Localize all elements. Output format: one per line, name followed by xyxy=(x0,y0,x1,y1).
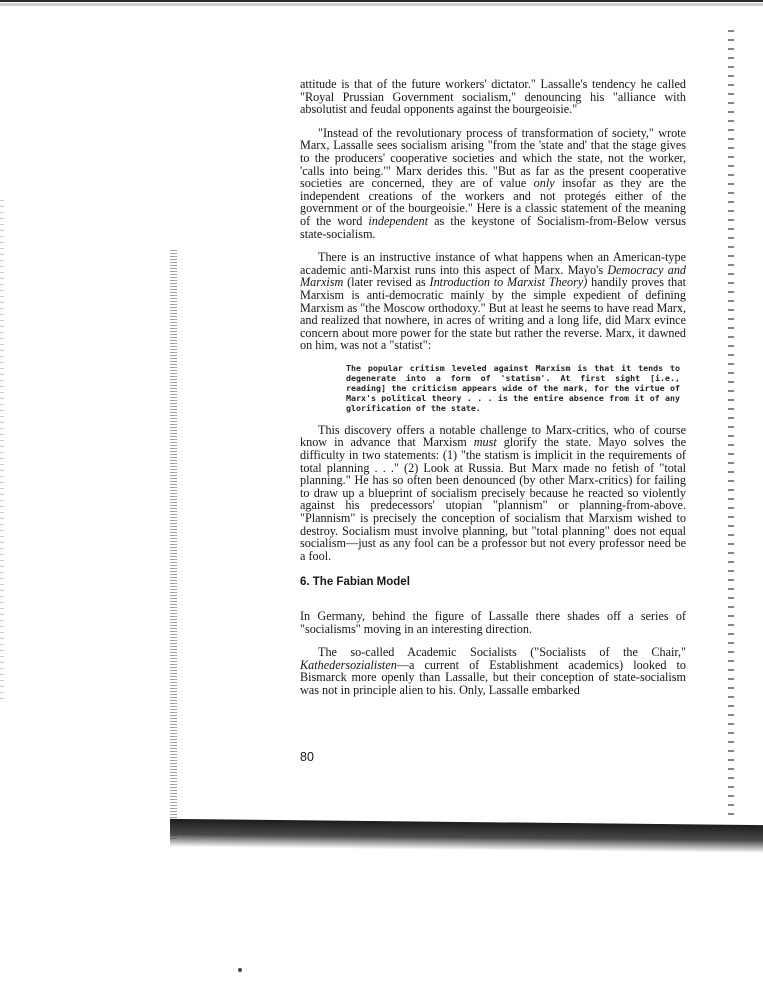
paragraph-6-part-2: —a current of Establishment academics) looked to Bismarck more openly than Lassalle, but their conception of state-socialism was not in principle alien to his. Only, Lassalle embarked xyxy=(300,657,686,697)
paragraph-4 xyxy=(300,424,686,563)
page-right-edge xyxy=(728,30,734,820)
scan-top-edge xyxy=(0,0,763,9)
paragraph-3-part-1: There is an instructive instance of what happens when an American-type academic anti-Marxist runs into this aspect of Marx. Mayo's xyxy=(300,250,686,277)
paragraph-3-part-3: handily proves that Marxism is anti-democratic mainly by the simple expedient of defining Marxism as "the Moscow orthodoxy." But at least he seems to have read Marx, and realized that nowhere, in acres of writing and a long life, did Marx evince concern about more power for the state but rather the reverse. Marx, it dawned on him, was not a "statist": xyxy=(300,275,686,353)
paragraph-6-part-1: The so-called Academic Socialists ("Socialists of the Chair," xyxy=(318,645,686,660)
stray-mark xyxy=(238,968,242,972)
bottom-shadow-band xyxy=(170,819,763,853)
scan-left-speckle xyxy=(0,200,4,700)
section-heading: 6. The Fabian Model xyxy=(300,576,410,589)
paragraph-2-part-2: insofar as they are the independent creations of the workers and not protegés either of the government or of the bourgeoisie." Here is a classic statement of the meaning of the word xyxy=(300,176,686,228)
paragraph-2-italic-2: independent xyxy=(368,213,428,228)
paragraph-4-part-2: glorify the state. Mayo solves the difficulty in two statements: (1) "the statism is implicit in the requirements of total planning . . ." (2) Look at Russia. But Marx made no fetish of "total planning." He has so often been denounced (by other Marx-critics) for failing to draw up a blueprint of socialism precisely because he reacted so violently against his predecessors' utopian "plannism" or planning-from-above. "Plannism" is precisely the conception of socialism that Marxism wished to destroy. Socialism must involve planning, but "total planning" does not equal socialism—just as any fool can be a professor but not every professor need be a fool. xyxy=(300,435,686,563)
paragraph-1: attitude is that of the future workers' dictator." Lassalle's tendency he called "Royal Prussian Government socialism," denouncing his "alliance with absolutist and feudal opponents against the bourgeoisie." xyxy=(300,77,686,117)
page-number: 80 xyxy=(300,750,314,764)
paragraph-4-italic: must xyxy=(473,435,497,450)
paragraph-2-part-1: "Instead of the revolutionary process of transformation of society," wrote Marx, Lassalle sees socialism arising "from the 'state and' that the stage gives to the producers' cooperative societies and which the state, not the worker, 'calls into being.'" Marx derides this. "But as far as the present cooperative societies are concerned, they are of value xyxy=(300,125,686,191)
scan-top-light-line xyxy=(0,3,763,6)
paragraph-2-italic-1: only xyxy=(533,176,555,191)
paragraph-6-italic: Kathedersozialisten xyxy=(300,657,397,672)
paragraph-3-italic-2: Introduction to Marxist Theory) xyxy=(429,275,588,290)
paragraph-5: In Germany, behind the figure of Lassalle there shades off a series of "socialisms" moving in an interesting direction. xyxy=(300,609,686,636)
paragraph-3 xyxy=(300,251,686,352)
paragraph-4-part-1: This discovery offers a notable challenge to Marx-critics, who of course know in advance that Marxism xyxy=(300,422,686,450)
paragraph-2-part-3: as the keystone of Socialism-from-Below versus state-socialism. xyxy=(300,213,687,241)
page-bottom-shadow xyxy=(170,822,763,862)
paragraph-6 xyxy=(300,646,686,696)
paragraph-3-part-2: (later revised as xyxy=(343,275,430,290)
paragraph-2 xyxy=(300,127,686,240)
scan-top-dark-line xyxy=(0,0,763,2)
page-body xyxy=(300,78,686,708)
book-gutter-shadow xyxy=(170,250,177,840)
block-quote: The popular critism leveled against Marxism is that it tends to degenerate into a form of 'statism'. At first sight [i.e., reading] the criticism appears wide of the mark, for the virtue of Marx's political theory . . . is the entire absence from it of any glorification of the state. xyxy=(346,362,680,413)
paragraph-3-italic-1: Democracy and Marxism xyxy=(300,262,687,290)
